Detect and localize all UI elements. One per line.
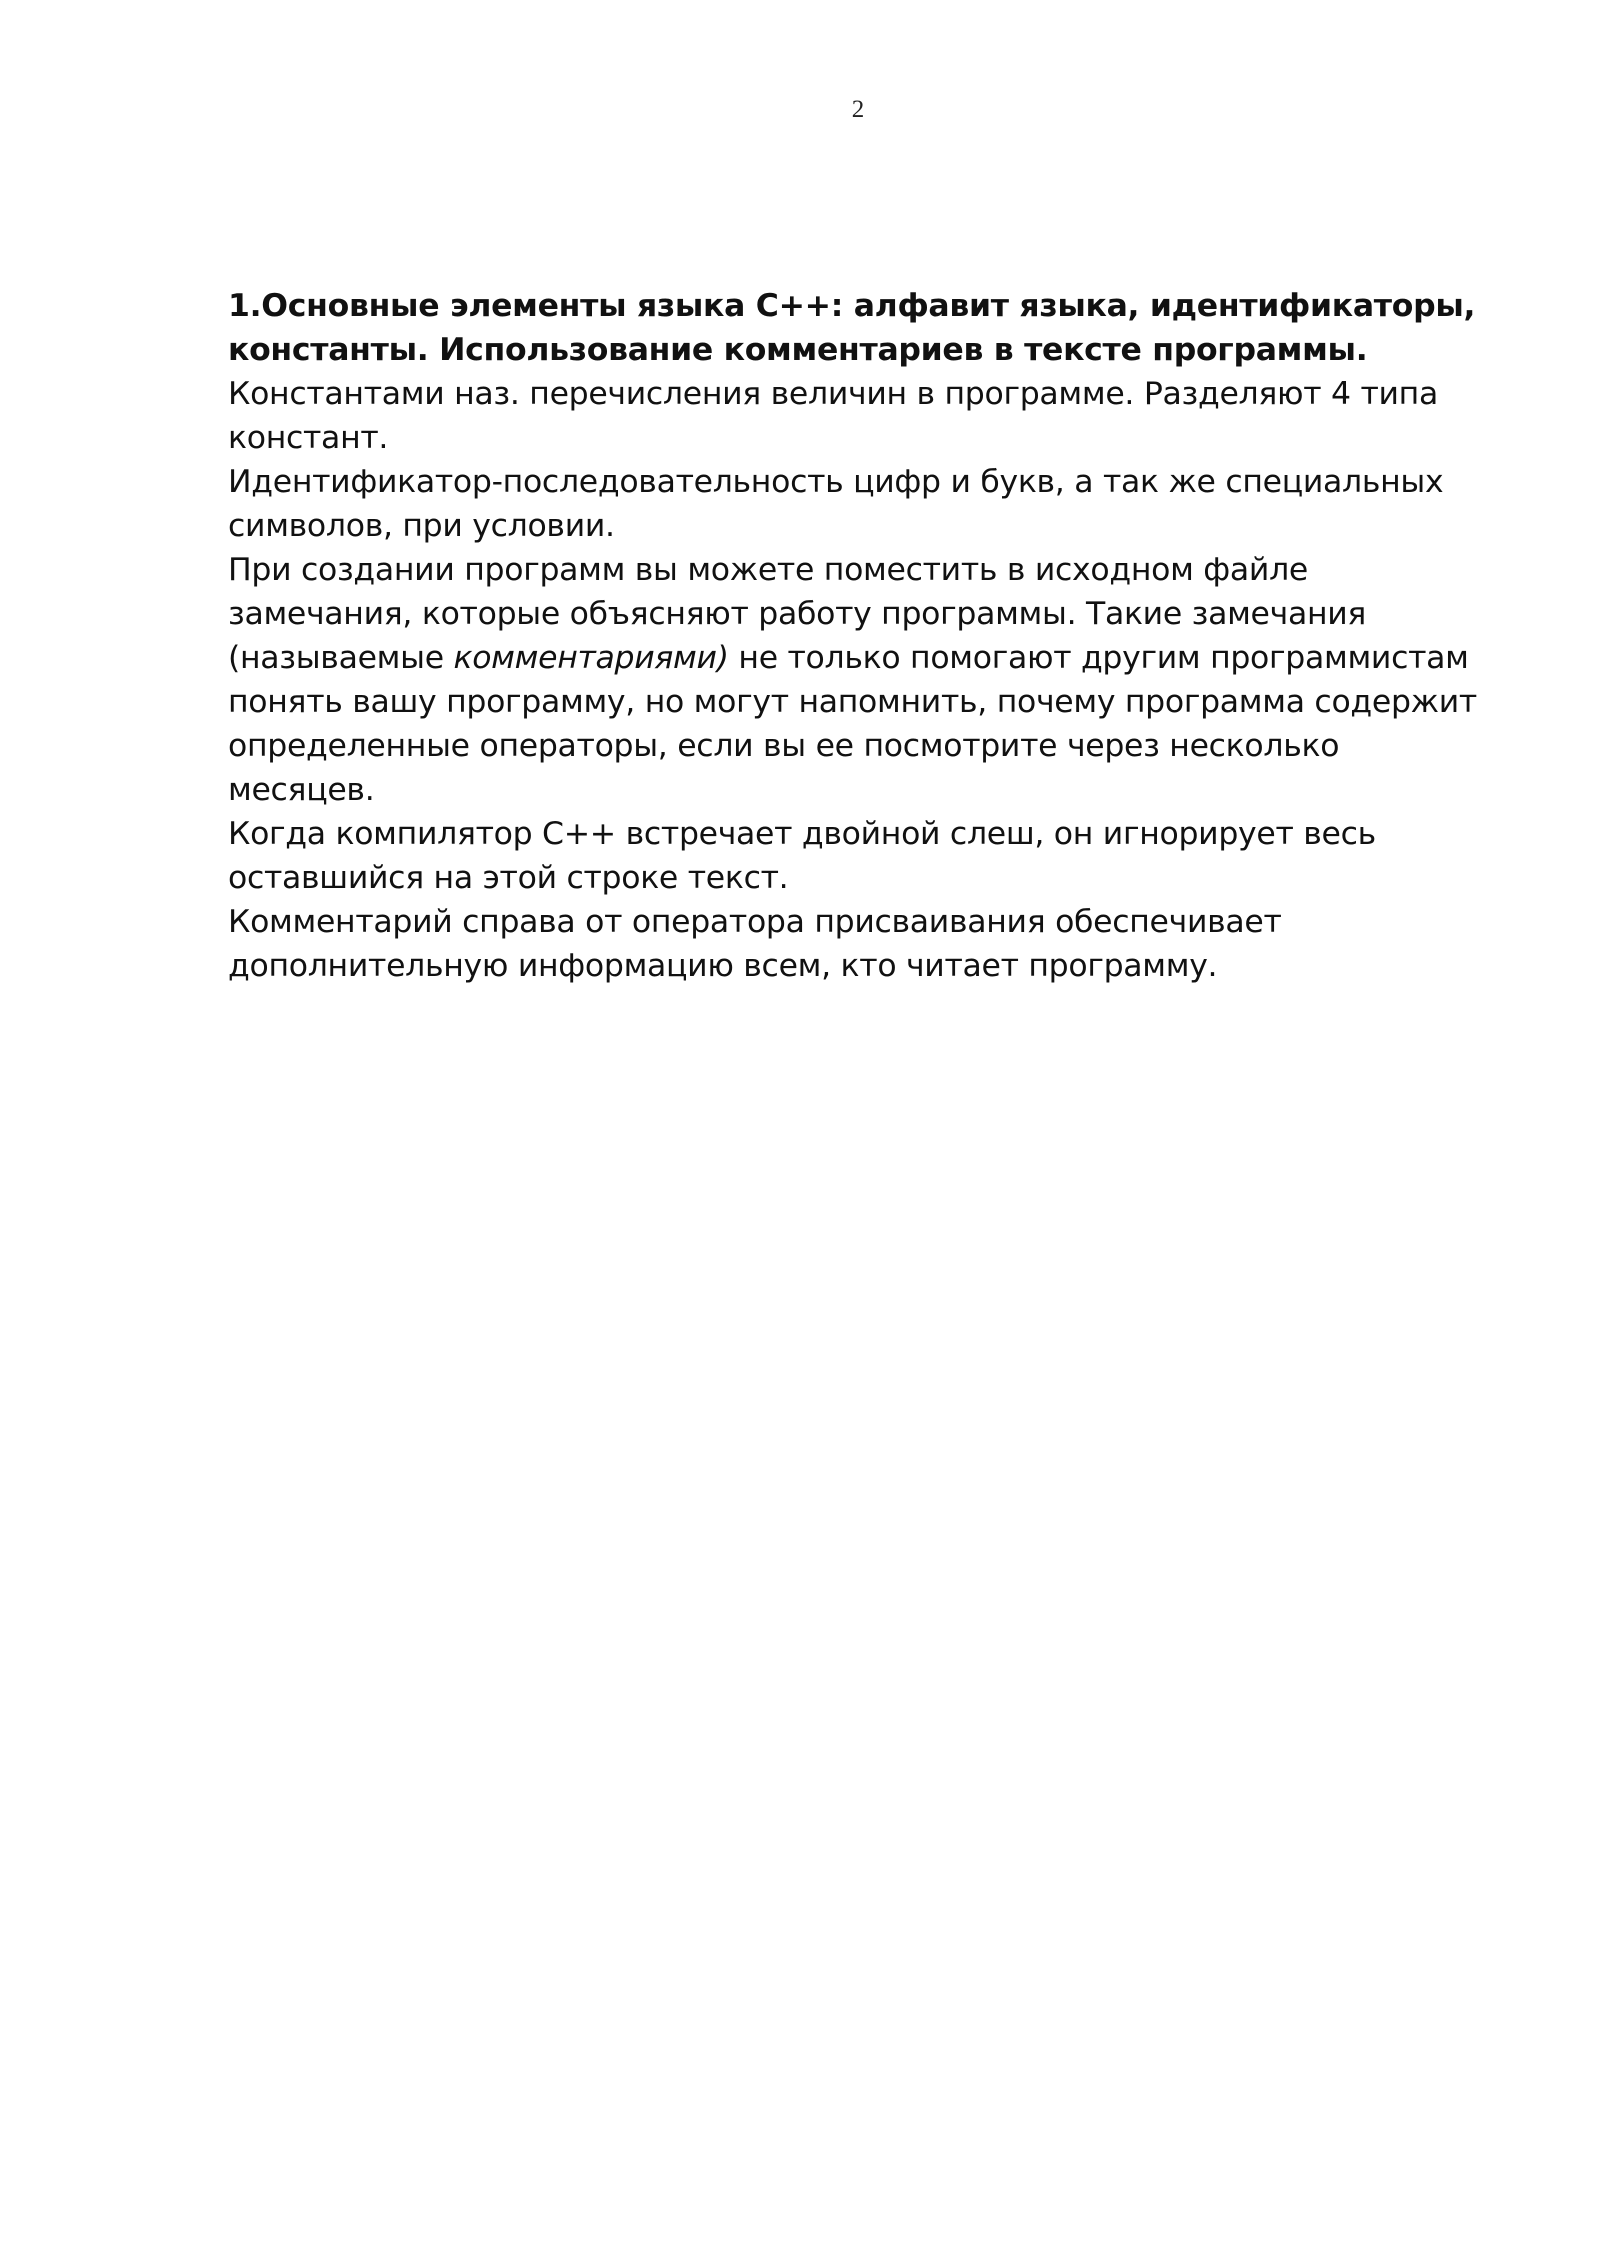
paragraph-assignment-comment: Комментарий справа от оператора присваивания обеспечивает дополнительную информацию всем, кто читает программу.	[228, 904, 1282, 984]
document-body	[228, 284, 1488, 988]
paragraph-comments-part1: При создании программ вы можете поместить в исходном файле замечания, которые объясняют работу программы. Такие замечания (называемые	[228, 552, 1367, 676]
paragraph-constants: Константами наз. перечисления величин в программе. Разделяют 4 типа констант.	[228, 376, 1438, 456]
page-number: 2	[851, 96, 865, 123]
paragraph-identifier: Идентификатор-последовательность цифр и букв, а так же специальных символов, при условии.	[228, 464, 1444, 544]
paragraph-comments	[228, 548, 1488, 812]
paragraph-comments-italic: комментариями)	[453, 640, 729, 676]
section-heading: 1.Основные элементы языка С++: алфавит языка, идентификаторы, константы. Использование комментариев в тексте программы.	[228, 288, 1476, 368]
paragraph-comments-part2: не только помогают другим программистам понять вашу программу, но могут напомнить, почему программа содержит определенные операторы, если вы ее посмотрите через несколько месяцев.	[228, 640, 1477, 808]
paragraph-double-slash: Когда компилятор С++ встречает двойной слеш, он игнорирует весь оставшийся на этой строке текст.	[228, 816, 1376, 896]
